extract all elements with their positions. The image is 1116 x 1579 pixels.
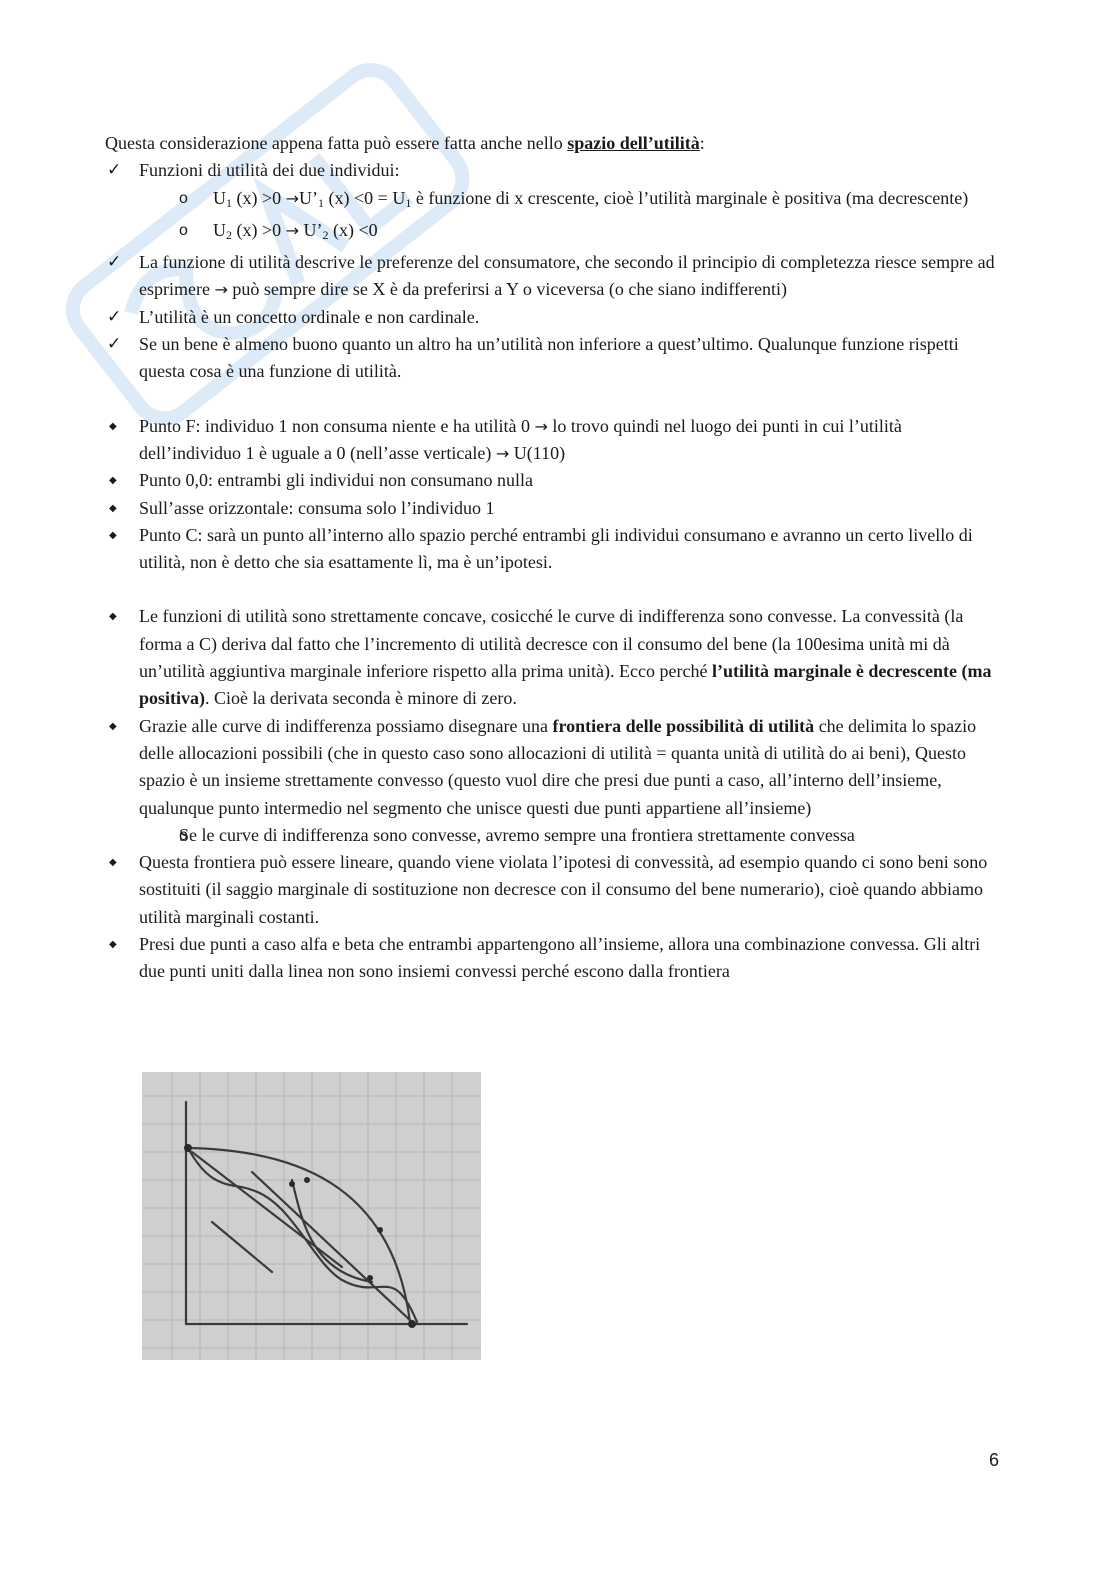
point-item: ◆ Punto F: individuo 1 non consuma niente e ha utilità 0 → lo trovo quindi nel luogo dei punti in cui l’utilità dell’individuo 1 è uguale a 0 (nell’asse verticale) → U(110) [105,413,1005,468]
alpha-item: ◆ Presi due punti a caso alfa e beta che entrambi appartengono all’insieme, allora una combinazione convessa. Gli altri due punti uniti dalla linea non sono insiemi convessi perché escono dalla frontiera [105,931,1005,986]
concave-bold: l’utilità marginale è decrescente (ma positiva) [139,661,992,709]
intro-emphasis: spazio dell’utilità [567,133,700,153]
theory-list [105,603,1005,985]
check-item: ✓ L’utilità è un concetto ordinale e non cardinale. [105,304,1005,331]
check-item: ✓ Se un bene è almeno buono quanto un altro ha un’utilità non inferiore a quest’ultimo. Qualunque funzione rispetti questa cosa è una funzione di utilità. [105,331,1005,386]
frontier-bold: frontiera delle possibilità di utilità [552,715,815,736]
check-list [105,157,1005,385]
check-text: Funzioni di utilità dei due individui: [139,160,400,181]
arrow-icon: → [285,220,300,240]
arrow-icon: → [214,280,228,300]
arrow-icon: → [534,416,548,436]
sub-list [139,185,1005,250]
linear-item: ◆ Questa frontiera può essere lineare, quando viene violata l’ipotesi di convessità, ad esempio quando ci sono beni sono sostituiti (il saggio marginale di sostituzione non decresce con il consumo del bene numerario), cioè quando abbiamo utilità marginali costanti. [105,849,1005,931]
arrow-icon: → [495,443,510,463]
intro-paragraph [105,130,1005,157]
utility-frontier-sketch [142,1072,481,1360]
check-item [105,157,1005,249]
points-list [105,413,1005,577]
point-item: ◆ Punto C: sarà un punto all’interno allo spazio perché entrambi gli individui consumano e avranno un certo livello di utilità, non è detto che sia esattamente lì, ma è un’ipotesi. [105,522,1005,577]
sub-item: o Se le curve di indifferenza sono convesse, avremo sempre una frontiera strettamente convessa [139,822,1005,849]
concave-item: ◆ Le funzioni di utilità sono strettamente concave, cosicché le curve di indifferenza sono convesse. La convessità (la forma a C) deriva dal fatto che l’incremento di utilità decresce con il consumo del bene (la 100esima unità mi dà un’utilità aggiuntiva marginale inferiore rispetto alla prima unità). Ecco perché l’utilità marginale è decrescente (ma positiva). Cioè la derivata seconda è minore di zero. [105,603,1005,712]
arrow-icon: → [285,188,300,208]
frontier-sub-list [139,822,1005,849]
document-body [105,130,1005,986]
frontier-item: ◆ Grazie alle curve di indifferenza possiamo disegnare una frontiera delle possibilità di utilità che delimita lo spazio delle allocazioni possibili (che in questo caso sono allocazioni di utilità = quanta unità di utilità do ai beni), Questo spazio è un insieme strettamente convesso (questo vuol dire che presi due punti a caso, all’interno dell’insieme, qualunque punto intermedio nel segmento che unisce questi due punti appartiene all’insieme) o Se le curve di indifferenza sono convesse, avremo sempre una frontiera strettamente convessa [105,713,1005,849]
sub-item: o U2 (x) >0 → U’2 (x) <0 [139,217,1005,249]
check-item: ✓ La funzione di utilità descrive le preferenze del consumatore, che secondo il principio di completezza riesce sempre ad esprimere → può sempre dire se X è da preferirsi a Y o viceversa (o che siano indifferenti) [105,249,1005,304]
sub-item: o U1 (x) >0 →U’1 (x) <0 = U1 è funzione di x crescente, cioè l’utilità marginale è positiva (ma decrescente) [139,185,1005,217]
point-item: ◆ Sull’asse orizzontale: consuma solo l’individuo 1 [105,495,1005,522]
page-number: 6 [989,1450,1000,1470]
intro-text: Questa considerazione appena fatta può essere fatta anche nello [105,133,568,153]
point-item: ◆ Punto 0,0: entrambi gli individui non consumano nulla [105,467,1005,494]
intro-tail: : [699,133,705,153]
